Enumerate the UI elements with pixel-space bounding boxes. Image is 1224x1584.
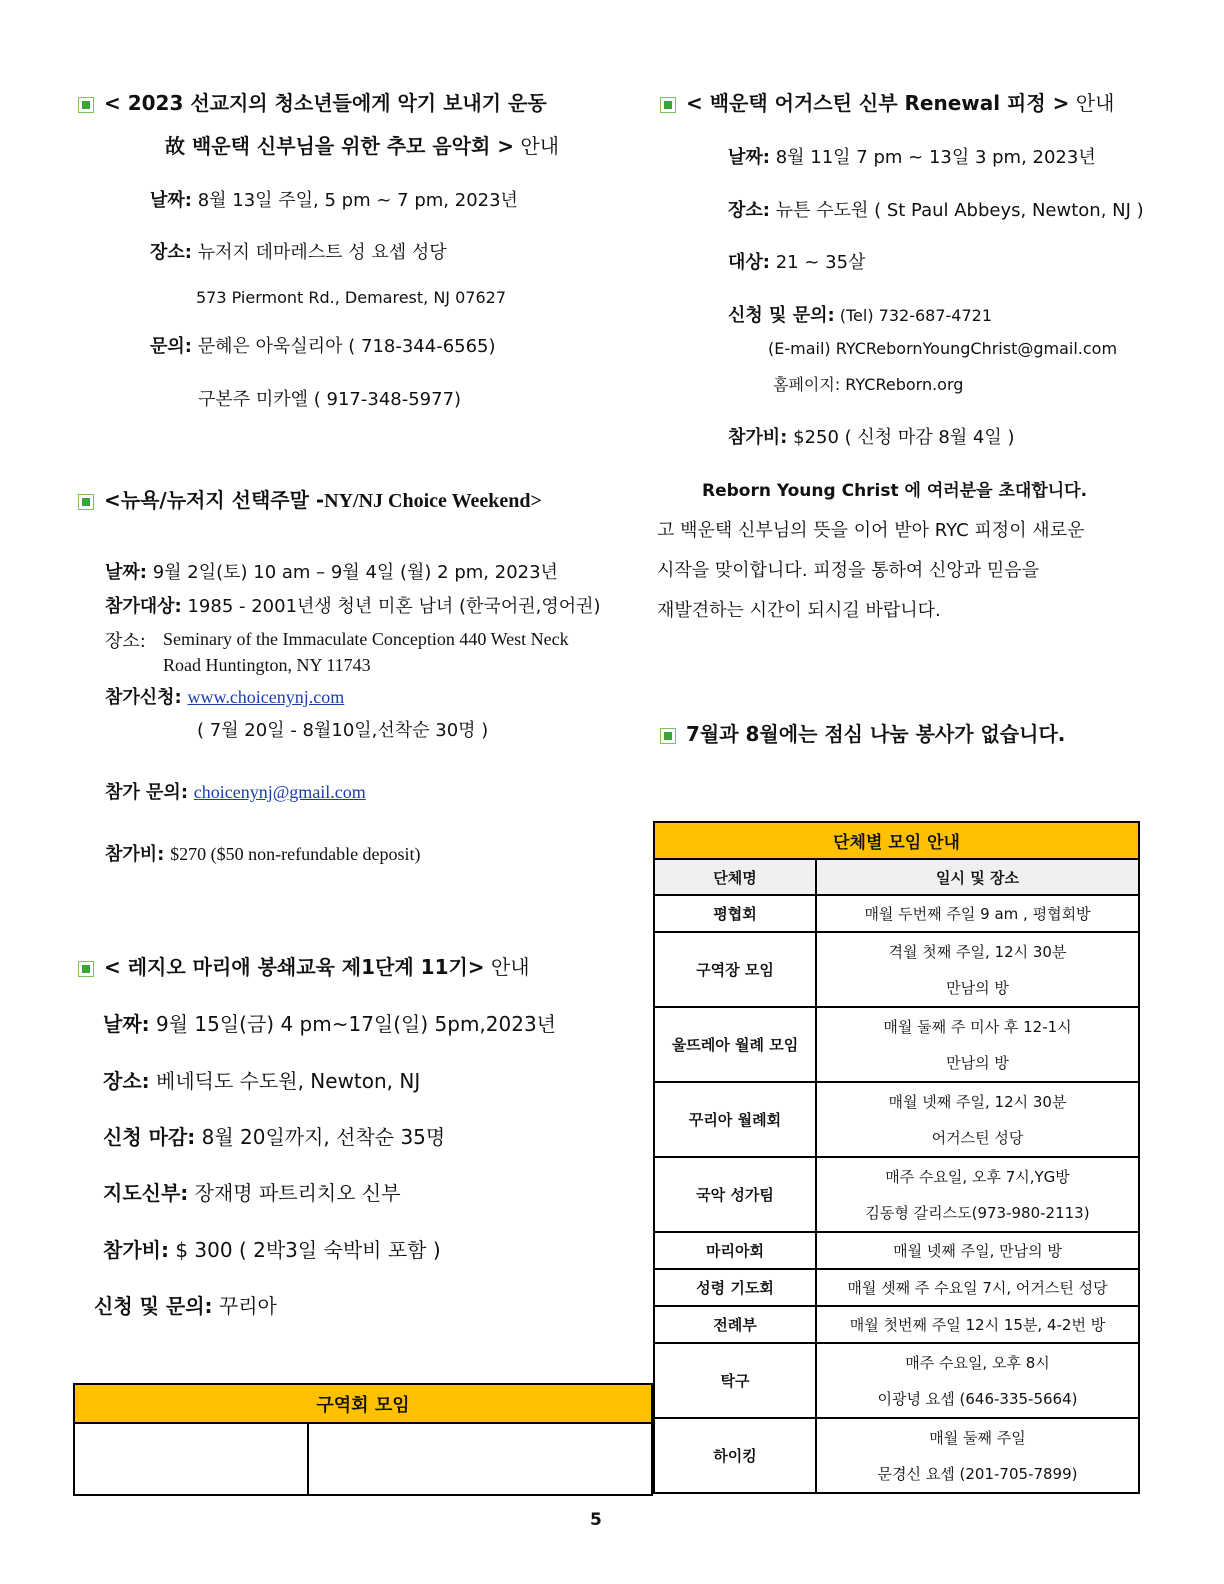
choice-place-label: 장소:	[105, 631, 146, 652]
bullet-icon	[660, 728, 676, 744]
ryc-invite-line-2: 시작을 맞이합니다. 피정을 통하여 신앙과 믿음을	[657, 560, 1040, 581]
ryc-invite-line-1: 고 백운택 신부님의 뜻을 이어 받아 RYC 피정이 새로운	[657, 520, 1085, 541]
group-schedule: 매월 두번째 주일 9 am , 평협회방	[816, 895, 1139, 932]
table-row	[654, 1306, 1139, 1343]
group-name: 성령 기도회	[654, 1269, 816, 1306]
group-name: 전례부	[654, 1306, 816, 1343]
table-row	[654, 932, 1139, 1007]
choice-apply-note: ( 7월 20일 - 8월10일,선착순 30명 )	[197, 720, 489, 741]
table-row	[654, 1007, 1139, 1082]
concert-title: < 2023 선교지의 청소년들에게 악기 보내기 운동	[78, 87, 547, 116]
concert-date: 날짜: 8월 13일 주일, 5 pm ~ 7 pm, 2023년	[150, 190, 518, 211]
bullet-icon	[78, 961, 94, 977]
table-row	[654, 1418, 1139, 1493]
group-schedule: 매주 수요일, 오후 8시 이광녕 요셉 (646-335-5664)	[816, 1343, 1139, 1418]
renewal-fee: 참가비: $250 ( 신청 마감 8월 4일 )	[728, 427, 1015, 448]
bullet-icon	[78, 494, 94, 510]
page-number: 5	[590, 1510, 602, 1530]
choice-website-link[interactable]: www.choicenynj.com	[187, 687, 345, 707]
group-schedule-table	[653, 821, 1140, 1494]
group-schedule: 매월 첫번째 주일 12시 15분, 4-2번 방	[816, 1306, 1139, 1343]
table-row	[654, 895, 1139, 932]
bullet-icon	[78, 97, 94, 113]
schedule-header-group: 단체명	[654, 859, 816, 895]
group-name: 국악 성가팀	[654, 1157, 816, 1232]
choice-place-value-2: Road Huntington, NY 11743	[163, 655, 371, 675]
group-schedule: 매주 수요일, 오후 7시,YG방 김동형 갈리스도(973-980-2113)	[816, 1157, 1139, 1232]
group-schedule: 매월 둘째 주일 문경신 요셉 (201-705-7899)	[816, 1418, 1139, 1493]
group-schedule: 매월 넷째 주일, 만남의 방	[816, 1232, 1139, 1269]
renewal-email: (E-mail) RYCRebornYoungChrist@gmail.com	[768, 339, 1118, 358]
district-table-title: 구역회 모임	[74, 1384, 652, 1423]
legio-apply: 신청 및 문의: 꾸리아	[94, 1294, 277, 1318]
renewal-target: 대상: 21 ~ 35살	[728, 252, 866, 273]
group-name: 구역장 모임	[654, 932, 816, 1007]
renewal-date: 날짜: 8월 11일 7 pm ~ 13일 3 pm, 2023년	[728, 147, 1096, 168]
legio-place: 장소: 베네딕도 수도원, Newton, NJ	[103, 1069, 421, 1093]
district-table-cell	[308, 1423, 652, 1495]
bullet-icon	[660, 97, 676, 113]
concert-address: 573 Piermont Rd., Demarest, NJ 07627	[196, 288, 506, 307]
concert-contact: 문의: 문혜은 아욱실리아 ( 718-344-6565)	[150, 336, 496, 357]
district-meeting-table	[73, 1383, 653, 1496]
table-row	[654, 1082, 1139, 1157]
choice-email-link[interactable]: choicenynj@gmail.com	[193, 782, 366, 802]
group-name: 울뜨레아 월례 모임	[654, 1007, 816, 1082]
group-schedule: 매월 둘째 주 미사 후 12-1시 만남의 방	[816, 1007, 1139, 1082]
table-row	[654, 1343, 1139, 1418]
group-name: 탁구	[654, 1343, 816, 1418]
concert-place: 장소: 뉴저지 데마레스트 성 요셉 성당	[150, 242, 447, 263]
district-table-cell	[74, 1423, 308, 1495]
ryc-invite-title: Reborn Young Christ 에 여러분을 초대합니다.	[702, 481, 1088, 501]
choice-weekend-title: <뉴욕/뉴저지 선택주말 -NY/NJ Choice Weekend>	[78, 484, 542, 513]
choice-fee: 참가비: $270 ($50 non-refundable deposit)	[105, 844, 421, 865]
legio-fee: 참가비: $ 300 ( 2박3일 숙박비 포함 )	[103, 1238, 441, 1262]
renewal-place: 장소: 뉴튼 수도원 ( St Paul Abbeys, Newton, NJ )	[728, 200, 1144, 221]
legio-title: < 레지오 마리애 봉쇄교육 제1단계 11기> 안내	[78, 951, 530, 980]
legio-priest: 지도신부: 장재명 파트리치오 신부	[103, 1181, 401, 1205]
table-row	[654, 1269, 1139, 1306]
renewal-retreat-title: < 백운택 어거스틴 신부 Renewal 피정 > 안내	[660, 87, 1114, 116]
concert-subtitle: 故 백운택 신부님을 위한 추모 음악회 > 안내	[165, 134, 560, 158]
table-row	[654, 1157, 1139, 1232]
ryc-invite-line-3: 재발견하는 시간이 되시길 바랍니다.	[657, 600, 941, 621]
legio-date: 날짜: 9월 15일(금) 4 pm~17일(일) 5pm,2023년	[103, 1012, 556, 1036]
group-name: 평협회	[654, 895, 816, 932]
concert-contact-2: 구본주 미카엘 ( 917-348-5977)	[198, 389, 462, 410]
choice-inquiry: 참가 문의: choicenynj@gmail.com	[105, 782, 366, 803]
group-schedule: 매월 셋째 주 수요일 7시, 어거스틴 성당	[816, 1269, 1139, 1306]
choice-target: 참가대상: 1985 - 2001년생 청년 미혼 남녀 (한국어권,영어권)	[105, 596, 601, 617]
group-name: 하이킹	[654, 1418, 816, 1493]
choice-date: 날짜: 9월 2일(토) 10 am – 9월 4일 (월) 2 pm, 2023년	[105, 562, 558, 583]
lunch-notice: 7월과 8월에는 점심 나눔 봉사가 없습니다.	[660, 718, 1065, 747]
group-schedule: 격월 첫째 주일, 12시 30분 만남의 방	[816, 932, 1139, 1007]
legio-deadline: 신청 마감: 8월 20일까지, 선착순 35명	[103, 1125, 446, 1149]
group-name: 꾸리아 월례회	[654, 1082, 816, 1157]
renewal-apply: 신청 및 문의: (Tel) 732-687-4721	[728, 305, 993, 326]
choice-apply: 참가신청: www.choicenynj.com	[105, 687, 345, 708]
group-name: 마리아회	[654, 1232, 816, 1269]
table-row	[654, 1232, 1139, 1269]
schedule-header-time: 일시 및 장소	[816, 859, 1139, 895]
schedule-title: 단체별 모임 안내	[654, 822, 1139, 859]
renewal-homepage: 홈페이지: RYCReborn.org	[773, 375, 964, 394]
choice-place-value: Seminary of the Immaculate Conception 440 West Neck	[163, 629, 569, 649]
group-schedule: 매월 넷째 주일, 12시 30분 어거스틴 성당	[816, 1082, 1139, 1157]
